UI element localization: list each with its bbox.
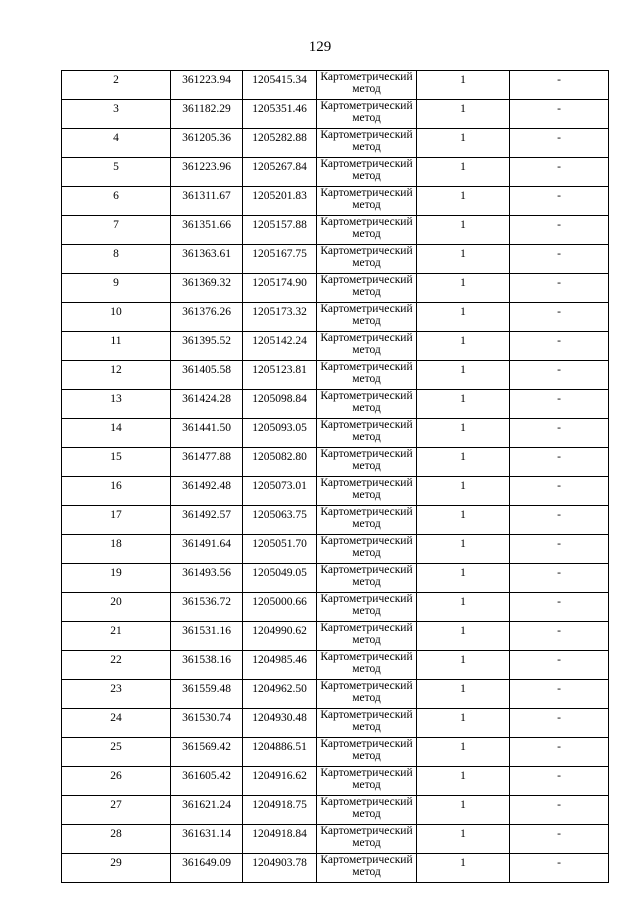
method-cell: Картометрический метод xyxy=(317,796,417,825)
x-coordinate-cell: 361424.28 xyxy=(171,390,243,419)
note-cell: - xyxy=(510,448,609,477)
note-cell: - xyxy=(510,158,609,187)
point-number-cell: 17 xyxy=(62,506,171,535)
table-row xyxy=(62,448,609,477)
point-number-cell: 18 xyxy=(62,535,171,564)
note-cell: - xyxy=(510,477,609,506)
note-cell: - xyxy=(510,767,609,796)
accuracy-cell: 1 xyxy=(417,187,510,216)
y-coordinate-cell: 1205063.75 xyxy=(243,506,317,535)
note-cell: - xyxy=(510,564,609,593)
x-coordinate-cell: 361477.88 xyxy=(171,448,243,477)
method-cell: Картометрический метод xyxy=(317,506,417,535)
x-coordinate-cell: 361492.57 xyxy=(171,506,243,535)
table-row xyxy=(62,854,609,883)
y-coordinate-cell: 1204990.62 xyxy=(243,622,317,651)
point-number-cell: 9 xyxy=(62,274,171,303)
table-row xyxy=(62,796,609,825)
table-row xyxy=(62,71,609,100)
accuracy-cell: 1 xyxy=(417,361,510,390)
accuracy-cell: 1 xyxy=(417,709,510,738)
accuracy-cell: 1 xyxy=(417,738,510,767)
page-number: 129 xyxy=(308,39,332,55)
x-coordinate-cell: 361492.48 xyxy=(171,477,243,506)
accuracy-cell: 1 xyxy=(417,477,510,506)
note-cell: - xyxy=(510,71,609,100)
method-cell: Картометрический метод xyxy=(317,825,417,854)
note-cell: - xyxy=(510,245,609,274)
point-number-cell: 8 xyxy=(62,245,171,274)
y-coordinate-cell: 1205049.05 xyxy=(243,564,317,593)
note-cell: - xyxy=(510,680,609,709)
y-coordinate-cell: 1204918.84 xyxy=(243,825,317,854)
point-number-cell: 15 xyxy=(62,448,171,477)
accuracy-cell: 1 xyxy=(417,651,510,680)
y-coordinate-cell: 1205142.24 xyxy=(243,332,317,361)
y-coordinate-cell: 1204916.62 xyxy=(243,767,317,796)
accuracy-cell: 1 xyxy=(417,622,510,651)
method-cell: Картометрический метод xyxy=(317,245,417,274)
x-coordinate-cell: 361441.50 xyxy=(171,419,243,448)
y-coordinate-cell: 1204918.75 xyxy=(243,796,317,825)
table-row xyxy=(62,506,609,535)
x-coordinate-cell: 361182.29 xyxy=(171,100,243,129)
y-coordinate-cell: 1205351.46 xyxy=(243,100,317,129)
point-number-cell: 23 xyxy=(62,680,171,709)
accuracy-cell: 1 xyxy=(417,71,510,100)
note-cell: - xyxy=(510,303,609,332)
y-coordinate-cell: 1205082.80 xyxy=(243,448,317,477)
accuracy-cell: 1 xyxy=(417,535,510,564)
point-number-cell: 14 xyxy=(62,419,171,448)
note-cell: - xyxy=(510,100,609,129)
coordinates-table xyxy=(61,70,609,883)
table-row xyxy=(62,767,609,796)
x-coordinate-cell: 361405.58 xyxy=(171,361,243,390)
note-cell: - xyxy=(510,129,609,158)
point-number-cell: 13 xyxy=(62,390,171,419)
note-cell: - xyxy=(510,651,609,680)
accuracy-cell: 1 xyxy=(417,216,510,245)
method-cell: Картометрический метод xyxy=(317,651,417,680)
x-coordinate-cell: 361493.56 xyxy=(171,564,243,593)
table-row xyxy=(62,158,609,187)
note-cell: - xyxy=(510,796,609,825)
table-row xyxy=(62,419,609,448)
y-coordinate-cell: 1205098.84 xyxy=(243,390,317,419)
point-number-cell: 5 xyxy=(62,158,171,187)
accuracy-cell: 1 xyxy=(417,506,510,535)
accuracy-cell: 1 xyxy=(417,854,510,883)
note-cell: - xyxy=(510,274,609,303)
table-row xyxy=(62,187,609,216)
point-number-cell: 6 xyxy=(62,187,171,216)
accuracy-cell: 1 xyxy=(417,564,510,593)
y-coordinate-cell: 1204985.46 xyxy=(243,651,317,680)
x-coordinate-cell: 361205.36 xyxy=(171,129,243,158)
x-coordinate-cell: 361530.74 xyxy=(171,709,243,738)
accuracy-cell: 1 xyxy=(417,274,510,303)
coordinates-table-body xyxy=(62,71,609,883)
method-cell: Картометрический метод xyxy=(317,854,417,883)
x-coordinate-cell: 361536.72 xyxy=(171,593,243,622)
note-cell: - xyxy=(510,825,609,854)
point-number-cell: 4 xyxy=(62,129,171,158)
point-number-cell: 16 xyxy=(62,477,171,506)
y-coordinate-cell: 1205073.01 xyxy=(243,477,317,506)
note-cell: - xyxy=(510,419,609,448)
accuracy-cell: 1 xyxy=(417,419,510,448)
table-row xyxy=(62,825,609,854)
method-cell: Картометрический метод xyxy=(317,361,417,390)
table-row xyxy=(62,709,609,738)
table-row xyxy=(62,651,609,680)
point-number-cell: 22 xyxy=(62,651,171,680)
table-row xyxy=(62,274,609,303)
table-row xyxy=(62,216,609,245)
y-coordinate-cell: 1205174.90 xyxy=(243,274,317,303)
accuracy-cell: 1 xyxy=(417,245,510,274)
table-row xyxy=(62,738,609,767)
note-cell: - xyxy=(510,390,609,419)
method-cell: Картометрический метод xyxy=(317,303,417,332)
method-cell: Картометрический метод xyxy=(317,535,417,564)
table-row xyxy=(62,303,609,332)
method-cell: Картометрический метод xyxy=(317,332,417,361)
accuracy-cell: 1 xyxy=(417,825,510,854)
method-cell: Картометрический метод xyxy=(317,390,417,419)
method-cell: Картометрический метод xyxy=(317,680,417,709)
point-number-cell: 2 xyxy=(62,71,171,100)
x-coordinate-cell: 361631.14 xyxy=(171,825,243,854)
point-number-cell: 29 xyxy=(62,854,171,883)
x-coordinate-cell: 361531.16 xyxy=(171,622,243,651)
method-cell: Картометрический метод xyxy=(317,100,417,129)
x-coordinate-cell: 361605.42 xyxy=(171,767,243,796)
x-coordinate-cell: 361621.24 xyxy=(171,796,243,825)
y-coordinate-cell: 1205093.05 xyxy=(243,419,317,448)
y-coordinate-cell: 1205173.32 xyxy=(243,303,317,332)
method-cell: Картометрический метод xyxy=(317,709,417,738)
y-coordinate-cell: 1205167.75 xyxy=(243,245,317,274)
note-cell: - xyxy=(510,854,609,883)
x-coordinate-cell: 361223.94 xyxy=(171,71,243,100)
accuracy-cell: 1 xyxy=(417,448,510,477)
accuracy-cell: 1 xyxy=(417,332,510,361)
table-row xyxy=(62,100,609,129)
y-coordinate-cell: 1205201.83 xyxy=(243,187,317,216)
table-row xyxy=(62,245,609,274)
x-coordinate-cell: 361311.67 xyxy=(171,187,243,216)
point-number-cell: 26 xyxy=(62,767,171,796)
note-cell: - xyxy=(510,709,609,738)
point-number-cell: 12 xyxy=(62,361,171,390)
point-number-cell: 7 xyxy=(62,216,171,245)
method-cell: Картометрический метод xyxy=(317,767,417,796)
x-coordinate-cell: 361395.52 xyxy=(171,332,243,361)
table-row xyxy=(62,680,609,709)
point-number-cell: 24 xyxy=(62,709,171,738)
x-coordinate-cell: 361363.61 xyxy=(171,245,243,274)
accuracy-cell: 1 xyxy=(417,158,510,187)
y-coordinate-cell: 1205415.34 xyxy=(243,71,317,100)
note-cell: - xyxy=(510,187,609,216)
x-coordinate-cell: 361223.96 xyxy=(171,158,243,187)
point-number-cell: 10 xyxy=(62,303,171,332)
x-coordinate-cell: 361569.42 xyxy=(171,738,243,767)
accuracy-cell: 1 xyxy=(417,796,510,825)
point-number-cell: 21 xyxy=(62,622,171,651)
note-cell: - xyxy=(510,216,609,245)
y-coordinate-cell: 1205000.66 xyxy=(243,593,317,622)
x-coordinate-cell: 361538.16 xyxy=(171,651,243,680)
note-cell: - xyxy=(510,622,609,651)
point-number-cell: 25 xyxy=(62,738,171,767)
table-row xyxy=(62,564,609,593)
table-row xyxy=(62,622,609,651)
note-cell: - xyxy=(510,506,609,535)
method-cell: Картометрический метод xyxy=(317,129,417,158)
point-number-cell: 19 xyxy=(62,564,171,593)
y-coordinate-cell: 1205282.88 xyxy=(243,129,317,158)
accuracy-cell: 1 xyxy=(417,767,510,796)
method-cell: Картометрический метод xyxy=(317,419,417,448)
method-cell: Картометрический метод xyxy=(317,593,417,622)
method-cell: Картометрический метод xyxy=(317,187,417,216)
point-number-cell: 11 xyxy=(62,332,171,361)
x-coordinate-cell: 361351.66 xyxy=(171,216,243,245)
method-cell: Картометрический метод xyxy=(317,158,417,187)
note-cell: - xyxy=(510,593,609,622)
x-coordinate-cell: 361369.32 xyxy=(171,274,243,303)
note-cell: - xyxy=(510,361,609,390)
point-number-cell: 28 xyxy=(62,825,171,854)
y-coordinate-cell: 1204962.50 xyxy=(243,680,317,709)
note-cell: - xyxy=(510,332,609,361)
method-cell: Картометрический метод xyxy=(317,622,417,651)
method-cell: Картометрический метод xyxy=(317,477,417,506)
method-cell: Картометрический метод xyxy=(317,274,417,303)
method-cell: Картометрический метод xyxy=(317,71,417,100)
y-coordinate-cell: 1205123.81 xyxy=(243,361,317,390)
y-coordinate-cell: 1205051.70 xyxy=(243,535,317,564)
method-cell: Картометрический метод xyxy=(317,738,417,767)
table-row xyxy=(62,477,609,506)
method-cell: Картометрический метод xyxy=(317,448,417,477)
y-coordinate-cell: 1204930.48 xyxy=(243,709,317,738)
y-coordinate-cell: 1205267.84 xyxy=(243,158,317,187)
x-coordinate-cell: 361649.09 xyxy=(171,854,243,883)
table-row xyxy=(62,129,609,158)
accuracy-cell: 1 xyxy=(417,390,510,419)
accuracy-cell: 1 xyxy=(417,593,510,622)
note-cell: - xyxy=(510,738,609,767)
method-cell: Картометрический метод xyxy=(317,564,417,593)
x-coordinate-cell: 361559.48 xyxy=(171,680,243,709)
x-coordinate-cell: 361491.64 xyxy=(171,535,243,564)
accuracy-cell: 1 xyxy=(417,680,510,709)
table-row xyxy=(62,593,609,622)
accuracy-cell: 1 xyxy=(417,100,510,129)
point-number-cell: 3 xyxy=(62,100,171,129)
table-row xyxy=(62,390,609,419)
table-row xyxy=(62,535,609,564)
y-coordinate-cell: 1205157.88 xyxy=(243,216,317,245)
point-number-cell: 20 xyxy=(62,593,171,622)
note-cell: - xyxy=(510,535,609,564)
x-coordinate-cell: 361376.26 xyxy=(171,303,243,332)
y-coordinate-cell: 1204886.51 xyxy=(243,738,317,767)
accuracy-cell: 1 xyxy=(417,129,510,158)
table-row xyxy=(62,361,609,390)
point-number-cell: 27 xyxy=(62,796,171,825)
y-coordinate-cell: 1204903.78 xyxy=(243,854,317,883)
accuracy-cell: 1 xyxy=(417,303,510,332)
method-cell: Картометрический метод xyxy=(317,216,417,245)
table-row xyxy=(62,332,609,361)
